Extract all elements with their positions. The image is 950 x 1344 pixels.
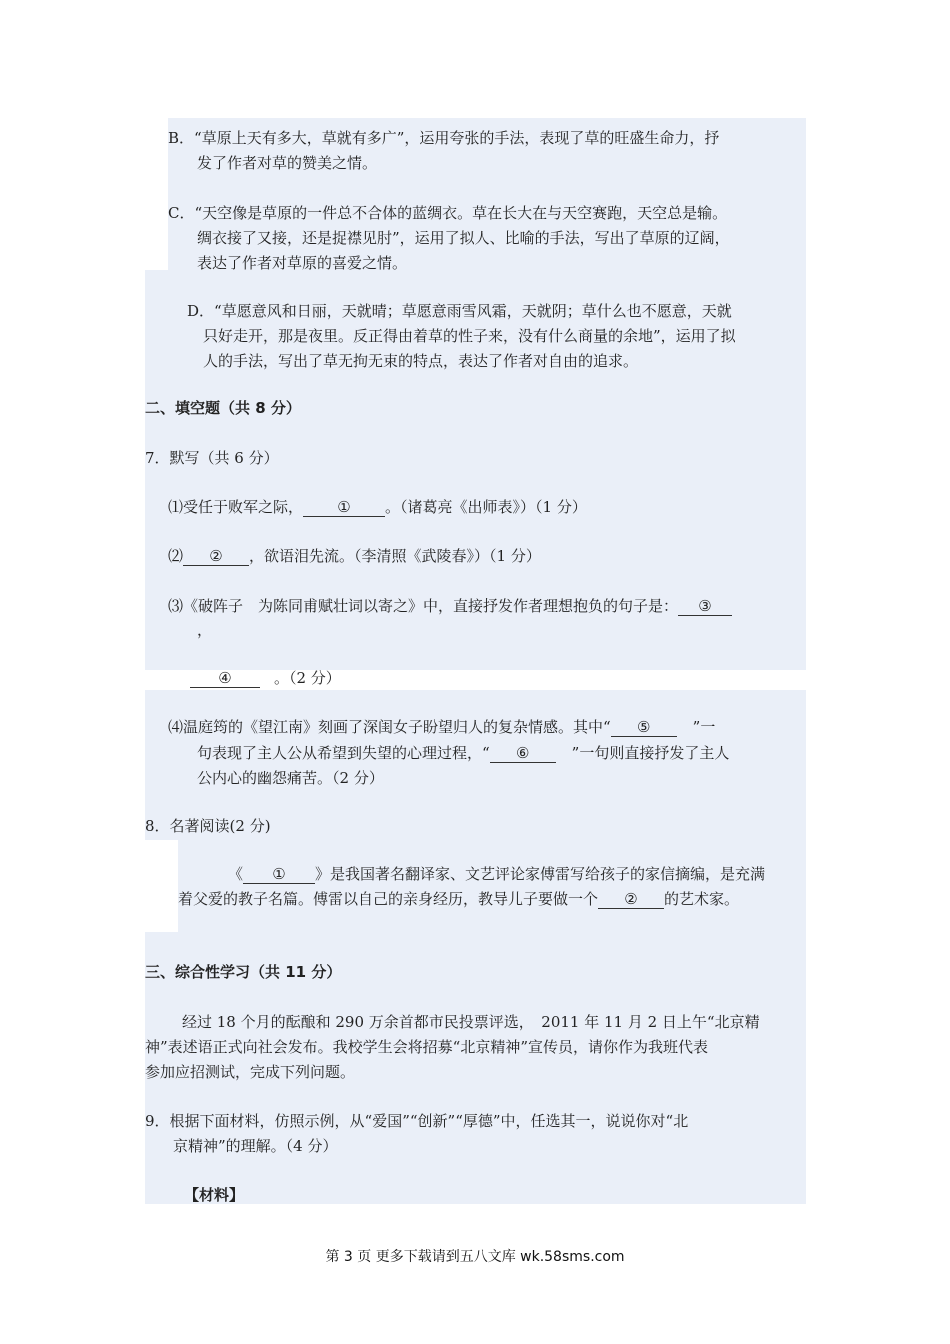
blank[interactable]: ③ — [678, 597, 732, 616]
material-label: 【材料】 — [184, 1186, 245, 1204]
blank[interactable]: ② — [183, 547, 249, 566]
option-b-line1: B．“草原上天有多大，草就有多广”，运用夸张的手法，表现了草的旺盛生命力，抒 — [168, 129, 720, 147]
section-heading: 三、综合性学习（共 11 分） — [145, 963, 342, 981]
item-text: 。（2 分） — [274, 669, 341, 687]
question-title: 7．默写（共 6 分） — [145, 449, 279, 467]
section-heading: 二、填空题（共 8 分） — [145, 399, 301, 417]
option-b-line2: 发了作者对草的赞美之情。 — [197, 154, 378, 172]
item-text: ”一 — [692, 718, 716, 736]
page-footer: 第 3 页 更多下载请到五八文库 wk.58sms.com — [325, 1249, 625, 1265]
fill-item-1 — [168, 497, 587, 517]
question-title: 8．名著阅读(2 分) — [145, 817, 271, 835]
item-text: ⑶《破阵子 为陈同甫赋壮词以寄之》中，直接抒发作者理想抱负的句子是： — [168, 597, 679, 615]
blank[interactable]: ① — [243, 865, 315, 884]
blank[interactable]: ⑥ — [490, 744, 556, 763]
item-text: 《 — [228, 865, 244, 883]
option-c-line1: C．“天空像是草原的一件总不合体的蓝绸衣。草在长大在与天空赛跑，天空总是输。 — [168, 204, 728, 222]
fill-item-4-line3: 公内心的幽怨痛苦。（2 分） — [197, 769, 384, 787]
item-text: 句表现了主人公从希望到失望的心理过程，“ — [197, 744, 490, 762]
intro-line1: 经过 18 个月的酝酿和 290 万余首都市民投票评选， 2011 年 11 月 2 日上午“北京精 — [182, 1013, 760, 1031]
item-text: 着父爱的教子名篇。傅雷以自己的亲身经历，教导儿子要做一个 — [178, 890, 599, 908]
blank[interactable]: ⑤ — [611, 718, 677, 737]
item-text: ⑴受任于败军之际， — [168, 498, 304, 516]
fill-item-3-comma: ， — [197, 621, 213, 639]
q8-line1 — [228, 864, 765, 884]
q9-line1: 9．根据下面材料，仿照示例，从“爱国”“创新”“厚德”中，任选其一，说说你对“北 — [145, 1112, 689, 1130]
blank[interactable]: ④ — [190, 669, 260, 688]
item-text: 》是我国著名翻译家、文艺评论家傅雷写给孩子的家信摘编，是充满 — [315, 865, 766, 883]
item-text: 的艺术家。 — [664, 890, 740, 908]
option-d-line1: D．“草愿意风和日丽，天就晴；草愿意雨雪风霜，天就阴；草什么也不愿意，天就 — [187, 302, 732, 320]
item-text: 。（诸葛亮《出师表》）（1 分） — [385, 498, 587, 516]
option-c-line2: 绸衣接了又接，还是捉襟见肘”，运用了拟人、比喻的手法，写出了草原的辽阔， — [197, 229, 730, 247]
q9-line2: 京精神”的理解。（4 分） — [173, 1137, 338, 1155]
fill-item-3-cont — [190, 668, 341, 688]
intro-line3: 参加应招测试，完成下列问题。 — [145, 1063, 356, 1081]
fill-item-3 — [168, 596, 732, 616]
item-text: ⑷温庭筠的《望江南》刻画了深闺女子盼望归人的复杂情感。其中“ — [168, 718, 611, 736]
option-d-line2: 只好走开，那是夜里。反正得由着草的性子来，没有什么商量的余地”，运用了拟 — [203, 327, 736, 345]
fill-item-4 — [168, 717, 715, 737]
option-d-line3: 人的手法，写出了草无拘无束的特点，表达了作者对自由的追求。 — [203, 352, 639, 370]
shaded-panel — [178, 838, 806, 938]
item-text: ”一句则直接抒发了主人 — [571, 744, 730, 762]
q8-line2 — [178, 889, 739, 909]
item-text: ，欲语泪先流。（李清照《武陵春》）（1 分） — [249, 547, 541, 565]
fill-item-2 — [168, 546, 541, 566]
item-text: ⑵ — [168, 547, 184, 565]
fill-item-4-line2 — [197, 743, 729, 763]
option-c-line3: 表达了作者对草原的喜爱之情。 — [197, 254, 408, 272]
intro-line2: 神”表述语正式向社会发布。我校学生会将招募“北京精神”宣传员，请你作为我班代表 — [145, 1038, 709, 1056]
blank[interactable]: ① — [303, 498, 385, 517]
blank[interactable]: ② — [598, 890, 664, 909]
